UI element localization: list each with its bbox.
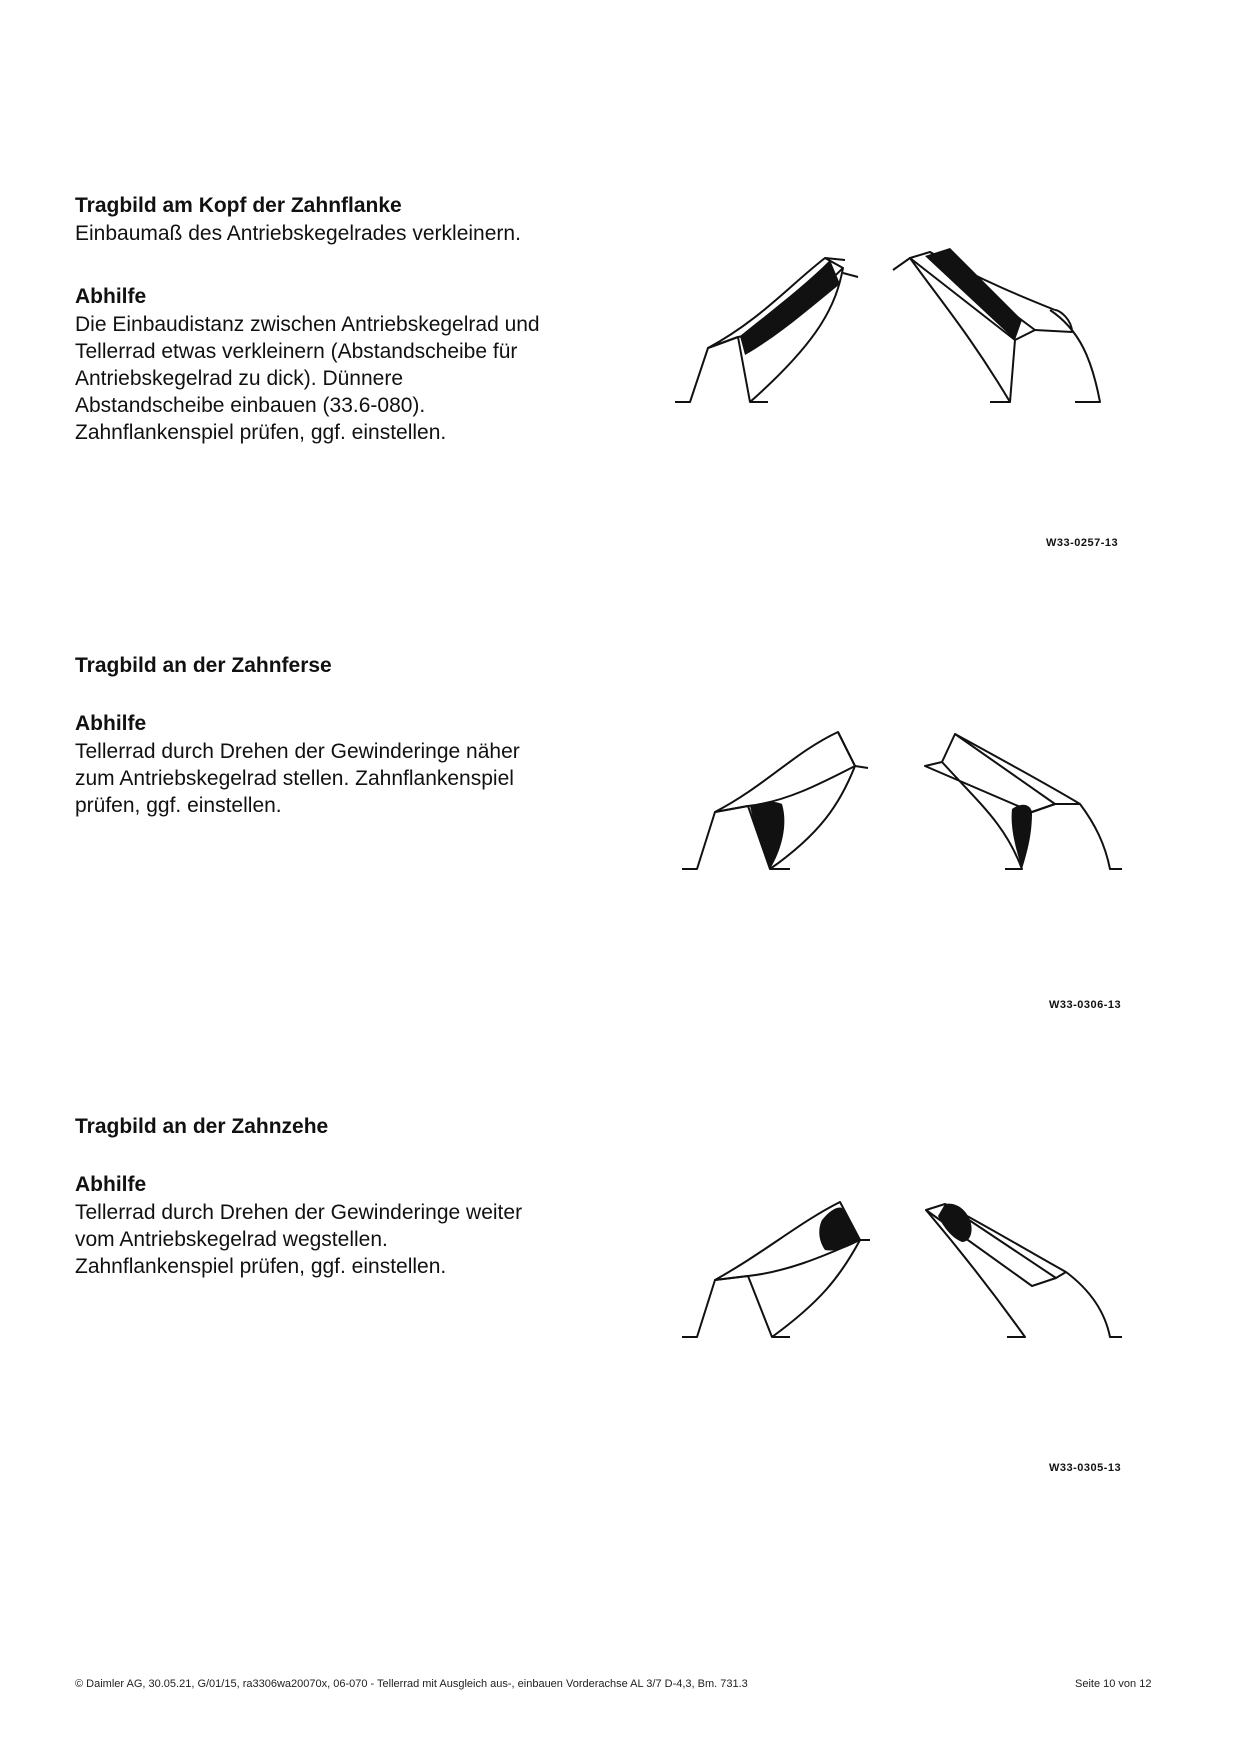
remedy-line: Abstandscheibe einbauen (33.6-080).	[75, 394, 426, 417]
contact-pattern-patch	[1012, 805, 1032, 869]
remedy-text	[75, 738, 635, 819]
section-text	[75, 652, 635, 819]
section-intro: Einbaumaß des Antriebskegelrades verkleinern.	[75, 222, 521, 245]
remedy-line: Zahnflankenspiel prüfen, ggf. einstellen.	[75, 1255, 447, 1278]
contact-pattern-patch	[750, 802, 784, 869]
footer-copyright: © Daimler AG, 30.05.21, G/01/15, ra3306wa20070x, 06-070 - Tellerrad mit Ausgleich aus-, einbauen Vorderachse AL 3/7 D-4,3, Bm. 731.3	[75, 1678, 748, 1690]
remedy-heading: Abhilfe	[75, 712, 147, 735]
section-text	[75, 1113, 635, 1280]
remedy-text	[75, 1199, 635, 1280]
remedy-line: Tellerrad durch Drehen der Gewinderinge näher	[75, 740, 520, 763]
remedy-heading: Abhilfe	[75, 285, 147, 308]
contact-pattern-patch	[938, 1204, 972, 1242]
figure-code: W33-0305-13	[1049, 1462, 1122, 1474]
section-heading: Tragbild am Kopf der Zahnflanke	[75, 194, 402, 217]
figure-code: W33-0306-13	[1049, 999, 1122, 1011]
remedy-line: vom Antriebskegelrad wegstellen.	[75, 1228, 388, 1251]
gear-tooth-contact-figure	[670, 724, 1170, 924]
remedy-line: Antriebskegelrad zu dick). Dünnere	[75, 367, 404, 390]
remedy-line: Tellerrad etwas verkleinern (Abstandscheibe für	[75, 340, 518, 363]
footer-page-number: Seite 10 von 12	[1075, 1678, 1152, 1690]
gear-tooth-contact-figure	[670, 1192, 1170, 1392]
remedy-line: prüfen, ggf. einstellen.	[75, 794, 282, 817]
remedy-line: Die Einbaudistanz zwischen Antriebskegelrad und	[75, 313, 540, 336]
contact-pattern-patch	[819, 1208, 860, 1251]
remedy-line: Zahnflankenspiel prüfen, ggf. einstellen.	[75, 421, 447, 444]
remedy-line: Tellerrad durch Drehen der Gewinderinge weiter	[75, 1201, 523, 1224]
remedy-heading: Abhilfe	[75, 1173, 147, 1196]
section-heading: Tragbild an der Zahnferse	[75, 654, 332, 677]
remedy-line: zum Antriebskegelrad stellen. Zahnflankenspiel	[75, 767, 514, 790]
section-heading: Tragbild an der Zahnzehe	[75, 1115, 329, 1138]
figure-code: W33-0257-13	[1046, 537, 1119, 549]
